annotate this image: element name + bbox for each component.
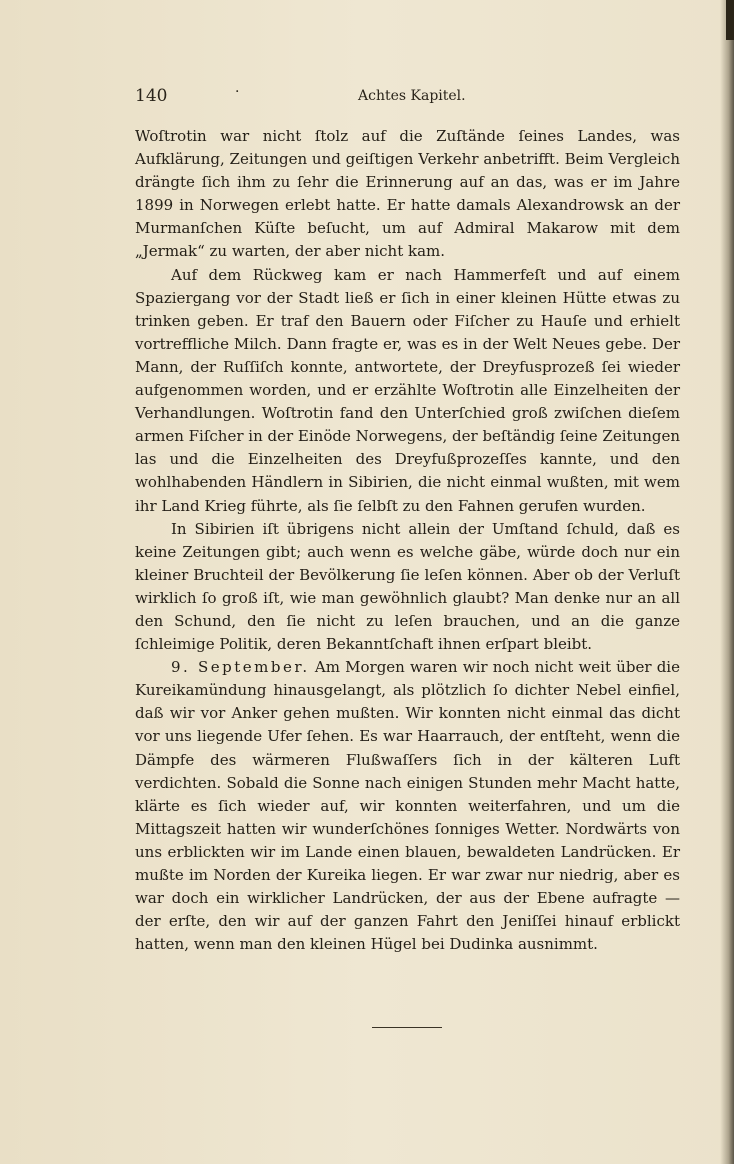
paragraph-3: In Sibirien iſt übrigens nicht allein der Umſtand ſchuld, daß es keine Zeitungen gibt; auch wenn es welche gäbe, würde doch nur ein kleiner Bruchteil der Bevölkerung ſie leſen können. Aber ob der Verluſt wirklich ſo groß iſt, wie man gewöhnlich glaubt? Man denke nur an all den Schund, den ſie nicht zu leſen brauchen, und an die ganze ſchleimige Politik, deren Bekanntſchaft ihnen erſpart bleibt. (135, 519, 680, 654)
end-rule (372, 1027, 442, 1028)
corner-mark (726, 0, 734, 40)
page-header (135, 86, 680, 108)
paragraph-1: Woſtrotin war nicht ſtolz auf die Zuſtände ſeines Landes, was Aufklärung, Zeitungen und geiſtigen Verkehr anbetrifft. Beim Vergleich drängte ſich ihm zu ſehr die Erinnerung auf an das, was er im Jahre 1899 in Norwegen erlebt hatte. Er hatte damals Alexandrowsk an der Murmanſchen Küſte beſucht, um auf Admiral Makarow mit dem „Jermak“ zu warten, der aber nicht kam. (135, 127, 680, 261)
page-number: 140 (135, 86, 168, 106)
paragraph-4 (135, 656, 680, 956)
body-text (135, 125, 680, 956)
page-edge-shadow (720, 0, 734, 1164)
date-heading: 9. September. (171, 658, 310, 677)
paragraph-4-text: Am Morgen waren wir noch nicht weit über die Kureikamündung hinausgelangt, als plötzlich ſo dichter Nebel einfiel, daß wir vor Anker gehen mußten. Wir konnten nicht einmal das dicht vor uns liegende Ufer ſehen. Es war Haarrauch, der entſteht, wenn die Dämpfe des wärmeren Flußwaſſers ſich in der kälteren Luft verdichten. Sobald die Sonne nach einigen Stunden mehr Macht hatte, klärte es ſich wieder auf, wir konnten weiterfahren, und um die Mittagszeit hatten wir wunderſchönes ſonniges Wetter. Nordwärts von uns erblickten wir im Lande einen blauen, bewaldeten Landrücken. Er mußte im Norden der Kureika liegen. Er war zwar nur niedrig, aber es war doch ein wirklicher Landrücken, der aus der Ebene aufragte — der erſte, den wir auf der ganzen Fahrt den Jeniſſei hinauf erblickt hatten, wenn man den kleinen Hügel bei Dudinka ausnimmt. (135, 658, 680, 954)
running-head: Achtes Kapitel. (358, 88, 466, 104)
paragraph-2: Auf dem Rückweg kam er nach Hammerfeſt und auf einem Spaziergang vor der Stadt ließ er ſich in einer kleinen Hütte etwas zu trinken geben. Er traf den Bauern oder Fiſcher zu Hauſe und erhielt vortreffliche Milch. Dann fragte er, was es in der Welt Neues gebe. Der Mann, der Ruſſiſch konnte, antwortete, der Dreyfusprozeß ſei wieder aufgenommen worden, und er erzählte Woſtrotin alle Einzelheiten der Verhandlungen. Woſtrotin fand den Unterſchied groß zwiſchen dieſem armen Fiſcher in der Einöde Norwegens, der beſtändig ſeine Zeitungen las und die Einzelheiten des Dreyfußprozeſſes kannte, und den wohlhabenden Händlern in Sibirien, die nicht einmal wußten, mit wem ihr Land Krieg führte, als ſie ſelbſt zu den Fahnen gerufen wurden. (135, 265, 680, 515)
header-separator: · (235, 84, 240, 100)
